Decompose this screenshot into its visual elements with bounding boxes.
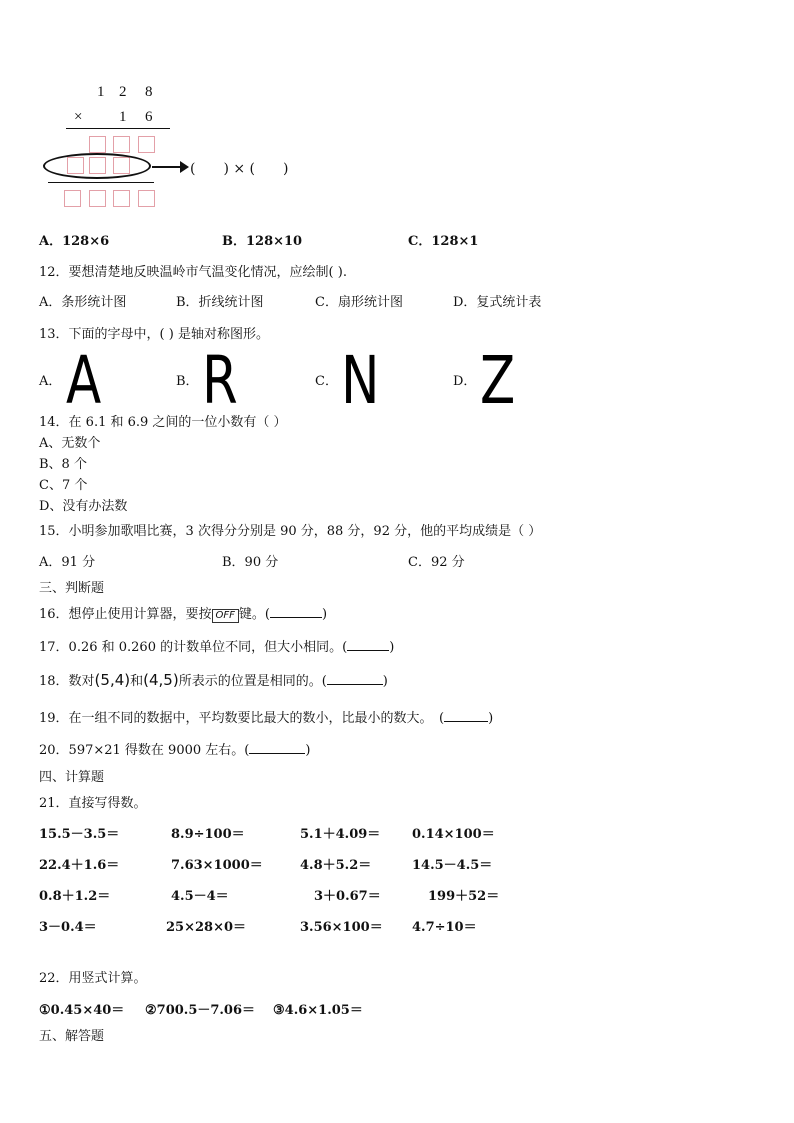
q21-item[interactable]: 7.63×1000＝ [171,858,263,873]
q12-option-b[interactable]: B．折线统计图 [176,295,264,310]
q13-label-c[interactable]: C． [315,374,338,389]
q15-stem: 15．小明参加歌唱比赛，3 次得分分别是 90 分，88 分，92 分，他的平均成绩是（ ） [39,524,542,539]
q21-item[interactable]: 4.8＋5.2＝ [300,858,372,873]
section-title-judgment: 三、判断题 [39,581,105,596]
q21-item[interactable]: 3－0.4＝ [39,920,97,935]
answer-box[interactable] [138,190,155,207]
answer-box[interactable] [89,190,106,207]
sum-line [48,182,154,183]
q22-stem: 22．用竖式计算。 [39,971,147,986]
highlight-ellipse [43,153,151,179]
q22-item-2[interactable]: ②700.5－7.06＝ [145,1003,256,1018]
q18-close: ) [382,674,388,689]
q21-item[interactable]: 25×28×0＝ [166,920,247,935]
q21-item[interactable]: 22.4＋1.6＝ [39,858,120,873]
q22-item-1[interactable]: ①0.45×40＝ [39,1003,125,1018]
times-sign: × [74,109,83,125]
answer-box[interactable] [138,136,155,153]
q18-text-and: 和 [130,674,144,689]
q19 [39,707,493,726]
q14-option-d[interactable]: D、没有办法数 [39,499,128,514]
q20-close: ) [305,743,311,758]
q21-item[interactable]: 3.56×100＝ [300,920,383,935]
q16 [39,603,327,623]
q11-option-b[interactable]: B．128×10 [222,234,303,249]
q15-option-c[interactable]: C．92 分 [408,555,465,570]
q18-text: 18．数对 [39,674,95,689]
q12-stem: 12．要想清楚地反映温岭市气温变化情况，应绘制( ). [39,265,347,280]
q11-option-c[interactable]: C．128×1 [408,234,479,249]
q18-answer-blank[interactable] [327,673,383,685]
q21-item[interactable]: 4.5－4＝ [171,889,229,904]
q13-label-d[interactable]: D． [453,374,477,389]
q21-item[interactable]: 4.7÷10＝ [412,920,477,935]
q20-answer-blank[interactable] [249,742,305,754]
q21-item[interactable]: 0.14×100＝ [412,827,495,842]
top-digit: 8 [145,84,153,100]
q22-item-3[interactable]: ③4.6×1.05＝ [273,1003,363,1018]
q21-item[interactable]: 0.8＋1.2＝ [39,889,111,904]
result-expression: ( ) × ( ) [190,161,289,177]
q12-option-c[interactable]: C．扇形统计图 [315,295,403,310]
q21-item[interactable]: 5.1＋4.09＝ [300,827,381,842]
bottom-digit: 6 [145,109,153,125]
q16-text: 16．想停止使用计算器，要按 [39,607,212,622]
q12-option-d[interactable]: D．复式统计表 [453,295,542,310]
q14-option-a[interactable]: A、无数个 [39,436,101,451]
q18-text-after: 所表示的位置是相同的。( [178,674,327,689]
q14-option-b[interactable]: B、8 个 [39,457,87,472]
answer-box[interactable] [89,136,106,153]
q14-option-c[interactable]: C、7 个 [39,478,88,493]
q17-text: 17．0.26 和 0.260 的计数单位不同，但大小相同。( [39,640,348,655]
top-digit: 1 [97,84,105,100]
q21-item[interactable]: 8.9÷100＝ [171,827,245,842]
q16-answer-blank[interactable] [270,606,322,618]
q16-close: ) [322,607,328,622]
q15-option-a[interactable]: A．91 分 [39,555,96,570]
section-title-problems: 五、解答题 [39,1029,105,1044]
q20-text: 20．597×21 得数在 9000 左右。( [39,743,250,758]
arrow-head-icon [180,161,189,173]
q19-answer-blank[interactable] [444,710,488,722]
product-line [66,128,170,129]
answer-box[interactable] [113,136,130,153]
q13-stem: 13．下面的字母中，( ) 是轴对称图形。 [39,327,269,342]
off-key-icon: OFF [212,609,239,623]
section-title-calculation: 四、计算题 [39,770,105,785]
q18 [39,670,388,689]
answer-box[interactable] [113,190,130,207]
bottom-digit: 1 [119,109,127,125]
q17-answer-blank[interactable] [347,639,389,651]
q21-item[interactable]: 199＋52＝ [428,889,500,904]
q14-stem: 14．在 6.1 和 6.9 之间的一位小数有（ ） [39,415,287,430]
q21-item[interactable]: 14.5－4.5＝ [412,858,493,873]
q13-label-b[interactable]: B． [176,374,199,389]
q17-close: ) [389,640,395,655]
q19-close: ) [488,711,494,726]
letter-n-image: N [341,342,380,419]
letter-a-image: A [66,342,102,419]
q12-option-a[interactable]: A．条形统计图 [39,295,127,310]
q19-text: 19．在一组不同的数据中，平均数要比最大的数小，比最小的数大。 ( [39,711,445,726]
q13-label-a[interactable]: A． [39,374,62,389]
q15-option-b[interactable]: B．90 分 [222,555,279,570]
q18-pair-2: (4,5) [143,671,179,689]
letter-r-image: R [202,342,238,419]
q18-pair-1: (5,4) [94,671,131,689]
q11-option-a[interactable]: A．128×6 [39,234,110,249]
q16-text-after: 键。( [238,607,270,622]
q17 [39,636,394,655]
top-digit: 2 [119,84,127,100]
q21-item[interactable]: 15.5－3.5＝ [39,827,120,842]
answer-box[interactable] [64,190,81,207]
letter-z-image: Z [480,342,516,419]
arrow-shaft [152,166,182,168]
q21-item[interactable]: 3＋0.67＝ [314,889,381,904]
q20 [39,739,310,758]
q21-stem: 21．直接写得数。 [39,796,147,811]
